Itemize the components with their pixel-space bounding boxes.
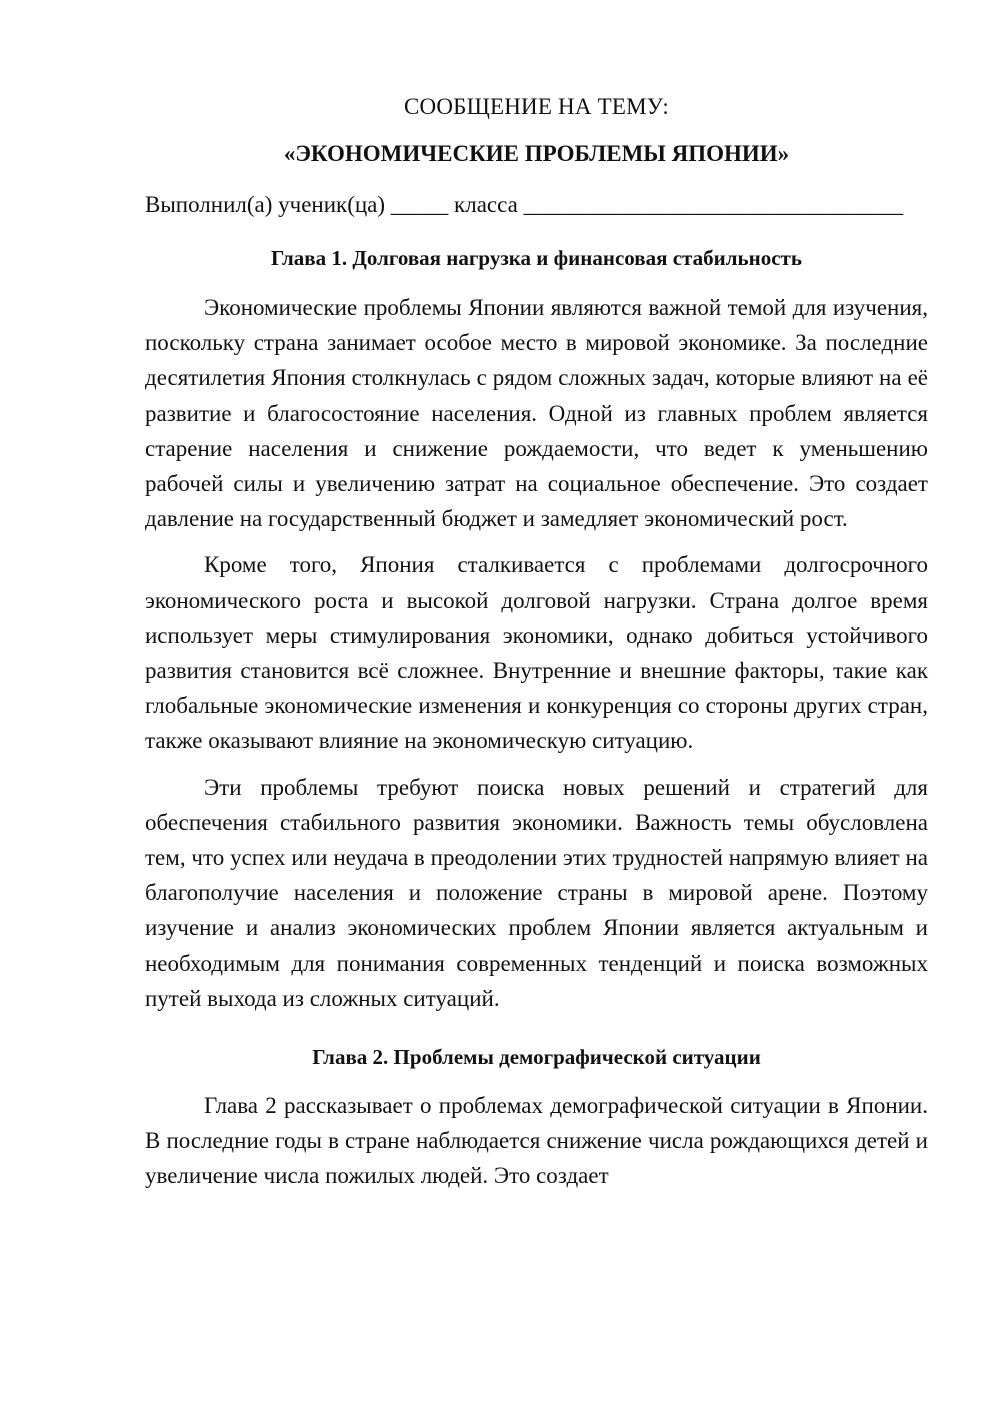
document-page [145, 90, 928, 1194]
chapter-2-title: Глава 2. Проблемы демографической ситуации [312, 1045, 761, 1070]
chapter-1-paragraph-3: Эти проблемы требуют поиска новых решений и стратегий для обеспечения стабильного развития экономики. Важность темы обусловлена тем, что успех или неудача в преодолении этих трудностей напрямую влияет на благополучие населения и положение страны в мировой арене. Поэтому изучение и анализ экономических проблем Японии является актуальным и необходимым для понимания современных тенденций и поиска возможных путей выхода из сложных ситуаций. [145, 774, 928, 1011]
chapter-2-paragraph-1: Глава 2 рассказывает о проблемах демографической ситуации в Японии. В последние годы в стране наблюдается снижение числа рождающихся детей и увеличение числа пожилых людей. Это создает [145, 1093, 928, 1189]
chapter-1-paragraph-1: Экономические проблемы Японии являются важной темой для изучения, поскольку страна занимает особое место в мировой экономике. За последние десятилетия Япония столкнулась с рядом сложных задач, которые влияют на её развитие и благосостояние населения. Одной из главных проблем является старение населения и снижение рождаемости, что ведет к уменьшению рабочей силы и увеличению затрат на социальное обеспечение. Это создает давление на государственный бюджет и замедляет экономический рост. [145, 295, 928, 532]
document-heading-line-2: «ЭКОНОМИЧЕСКИЕ ПРОБЛЕМЫ ЯПОНИИ» [283, 141, 790, 166]
chapter-1-paragraph-2: Кроме того, Япония сталкивается с проблемами долгосрочного экономического роста и высокой долговой нагрузки. Страна долгое время использует меры стимулирования экономики, однако добиться устойчивого развития становится всё сложнее. Внутренние и внешние факторы, такие как глобальные экономические изменения и конкуренция со стороны других стран, также оказывают влияние на экономическую ситуацию. [145, 552, 928, 754]
document-heading-line-1: СООБЩЕНИЕ НА ТЕМУ: [404, 94, 669, 119]
chapter-1-title: Глава 1. Долговая нагрузка и финансовая стабильность [271, 246, 802, 270]
author-line: Выполнил(а) ученик(ца) _____ класса _________________________________ [145, 192, 904, 217]
